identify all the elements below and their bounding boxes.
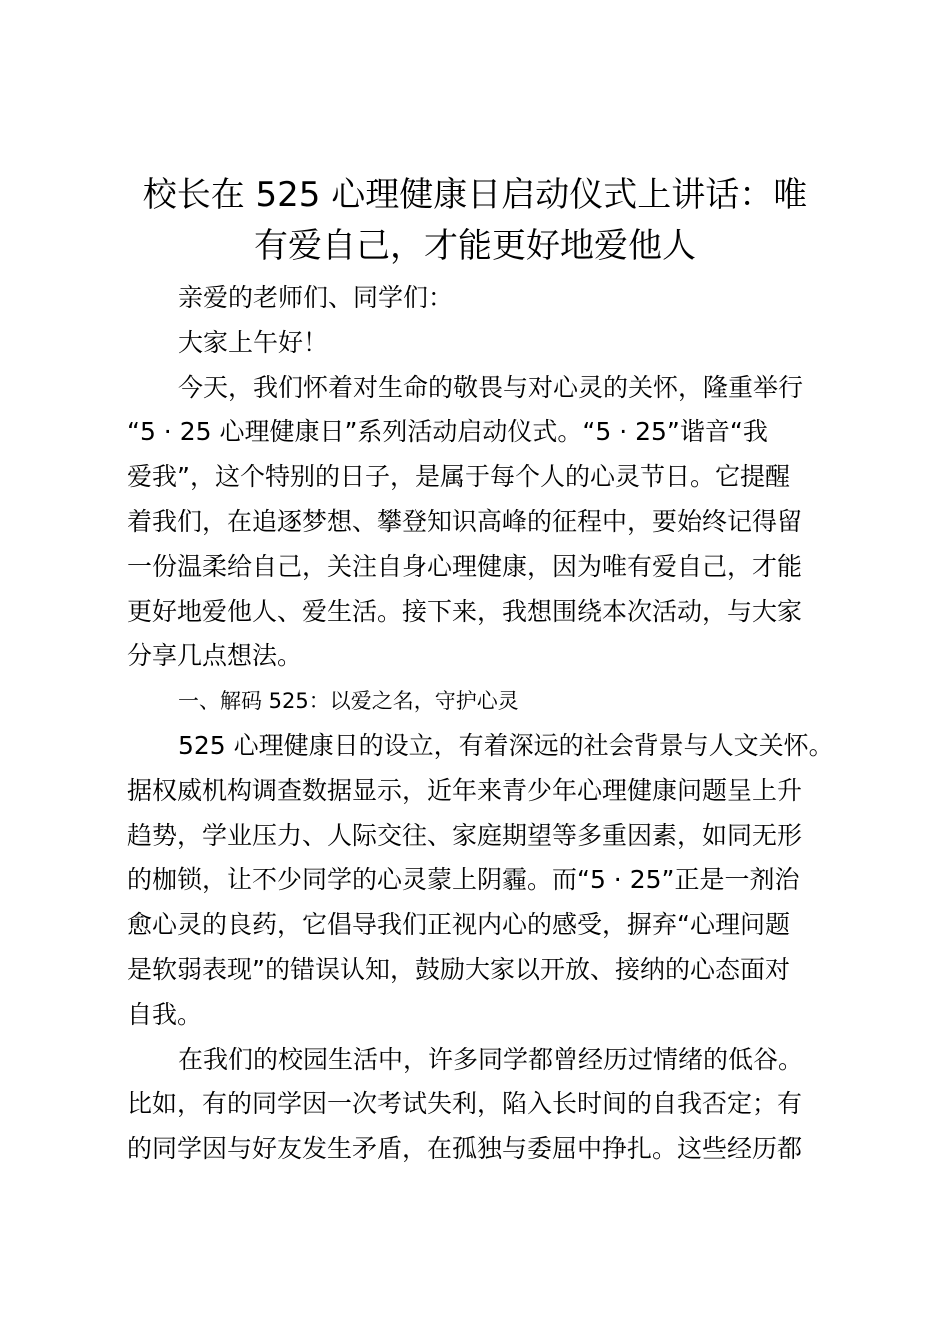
- text-line: 自我。: [127, 999, 203, 1029]
- text-line: 是软弱表现”的错误认知，鼓励大家以开放、接纳的心态面对: [127, 954, 790, 984]
- text-line: 着我们，在追逐梦想、攀登知识高峰的征程中，要始终记得留: [127, 506, 803, 536]
- text-line: 的同学因与好友发生矛盾，在孤独与委屈中挣扎。这些经历都: [127, 1134, 803, 1164]
- document-body: [127, 276, 847, 1172]
- text-line: 趋势，学业压力、人际交往、家庭期望等多重因素，如同无形: [127, 820, 803, 850]
- section-heading-text: 一、解码 525：以爱之名，守护心灵: [178, 689, 519, 714]
- text-line: 在我们的校园生活中，许多同学都曾经历过情绪的低谷。: [178, 1044, 804, 1074]
- body-paragraph: [127, 1038, 847, 1172]
- text-line: 的枷锁，让不少同学的心灵蒙上阴霾。而“5 · 25”正是一剂治: [127, 865, 800, 895]
- salutation-paragraph: [127, 276, 847, 321]
- text-line: 更好地爱他人、爱生活。接下来，我想围绕本次活动，与大家: [127, 596, 803, 626]
- text-line: 亲爱的老师们、同学们：: [178, 283, 454, 312]
- text-line: 比如，有的同学因一次考试失利，陷入长时间的自我否定；有: [127, 1089, 803, 1119]
- title-line: 校长在 525 心理健康日启动仪式上讲话：唯: [142, 175, 808, 215]
- intro-paragraph: [127, 366, 847, 680]
- text-line: 今天，我们怀着对生命的敬畏与对心灵的关怀，隆重举行: [178, 372, 804, 402]
- title-line: 有爱自己，才能更好地爱他人: [254, 226, 696, 266]
- text-line: 分享几点想法。: [127, 641, 303, 671]
- text-line: 525 心理健康日的设立，有着深远的社会背景与人文关怀。: [178, 730, 834, 760]
- text-line: 愈心灵的良药，它倡导我们正视内心的感受，摒弃“心理问题: [127, 910, 790, 940]
- text-line: “5 · 25 心理健康日”系列活动启动仪式。“5 · 25”谐音“我: [127, 417, 768, 447]
- text-line: 一份温柔给自己，关注自身心理健康，因为唯有爱自己，才能: [127, 551, 803, 581]
- text-line: 大家上午好！: [178, 327, 329, 357]
- greeting-paragraph: [127, 321, 847, 366]
- body-paragraph: [127, 724, 847, 1038]
- document-title: [120, 170, 830, 272]
- text-line: 爱我”，这个特别的日子，是属于每个人的心灵节日。它提醒: [127, 462, 790, 492]
- section-heading: [127, 679, 847, 724]
- text-line: 据权威机构调查数据显示，近年来青少年心理健康问题呈上升: [127, 775, 803, 805]
